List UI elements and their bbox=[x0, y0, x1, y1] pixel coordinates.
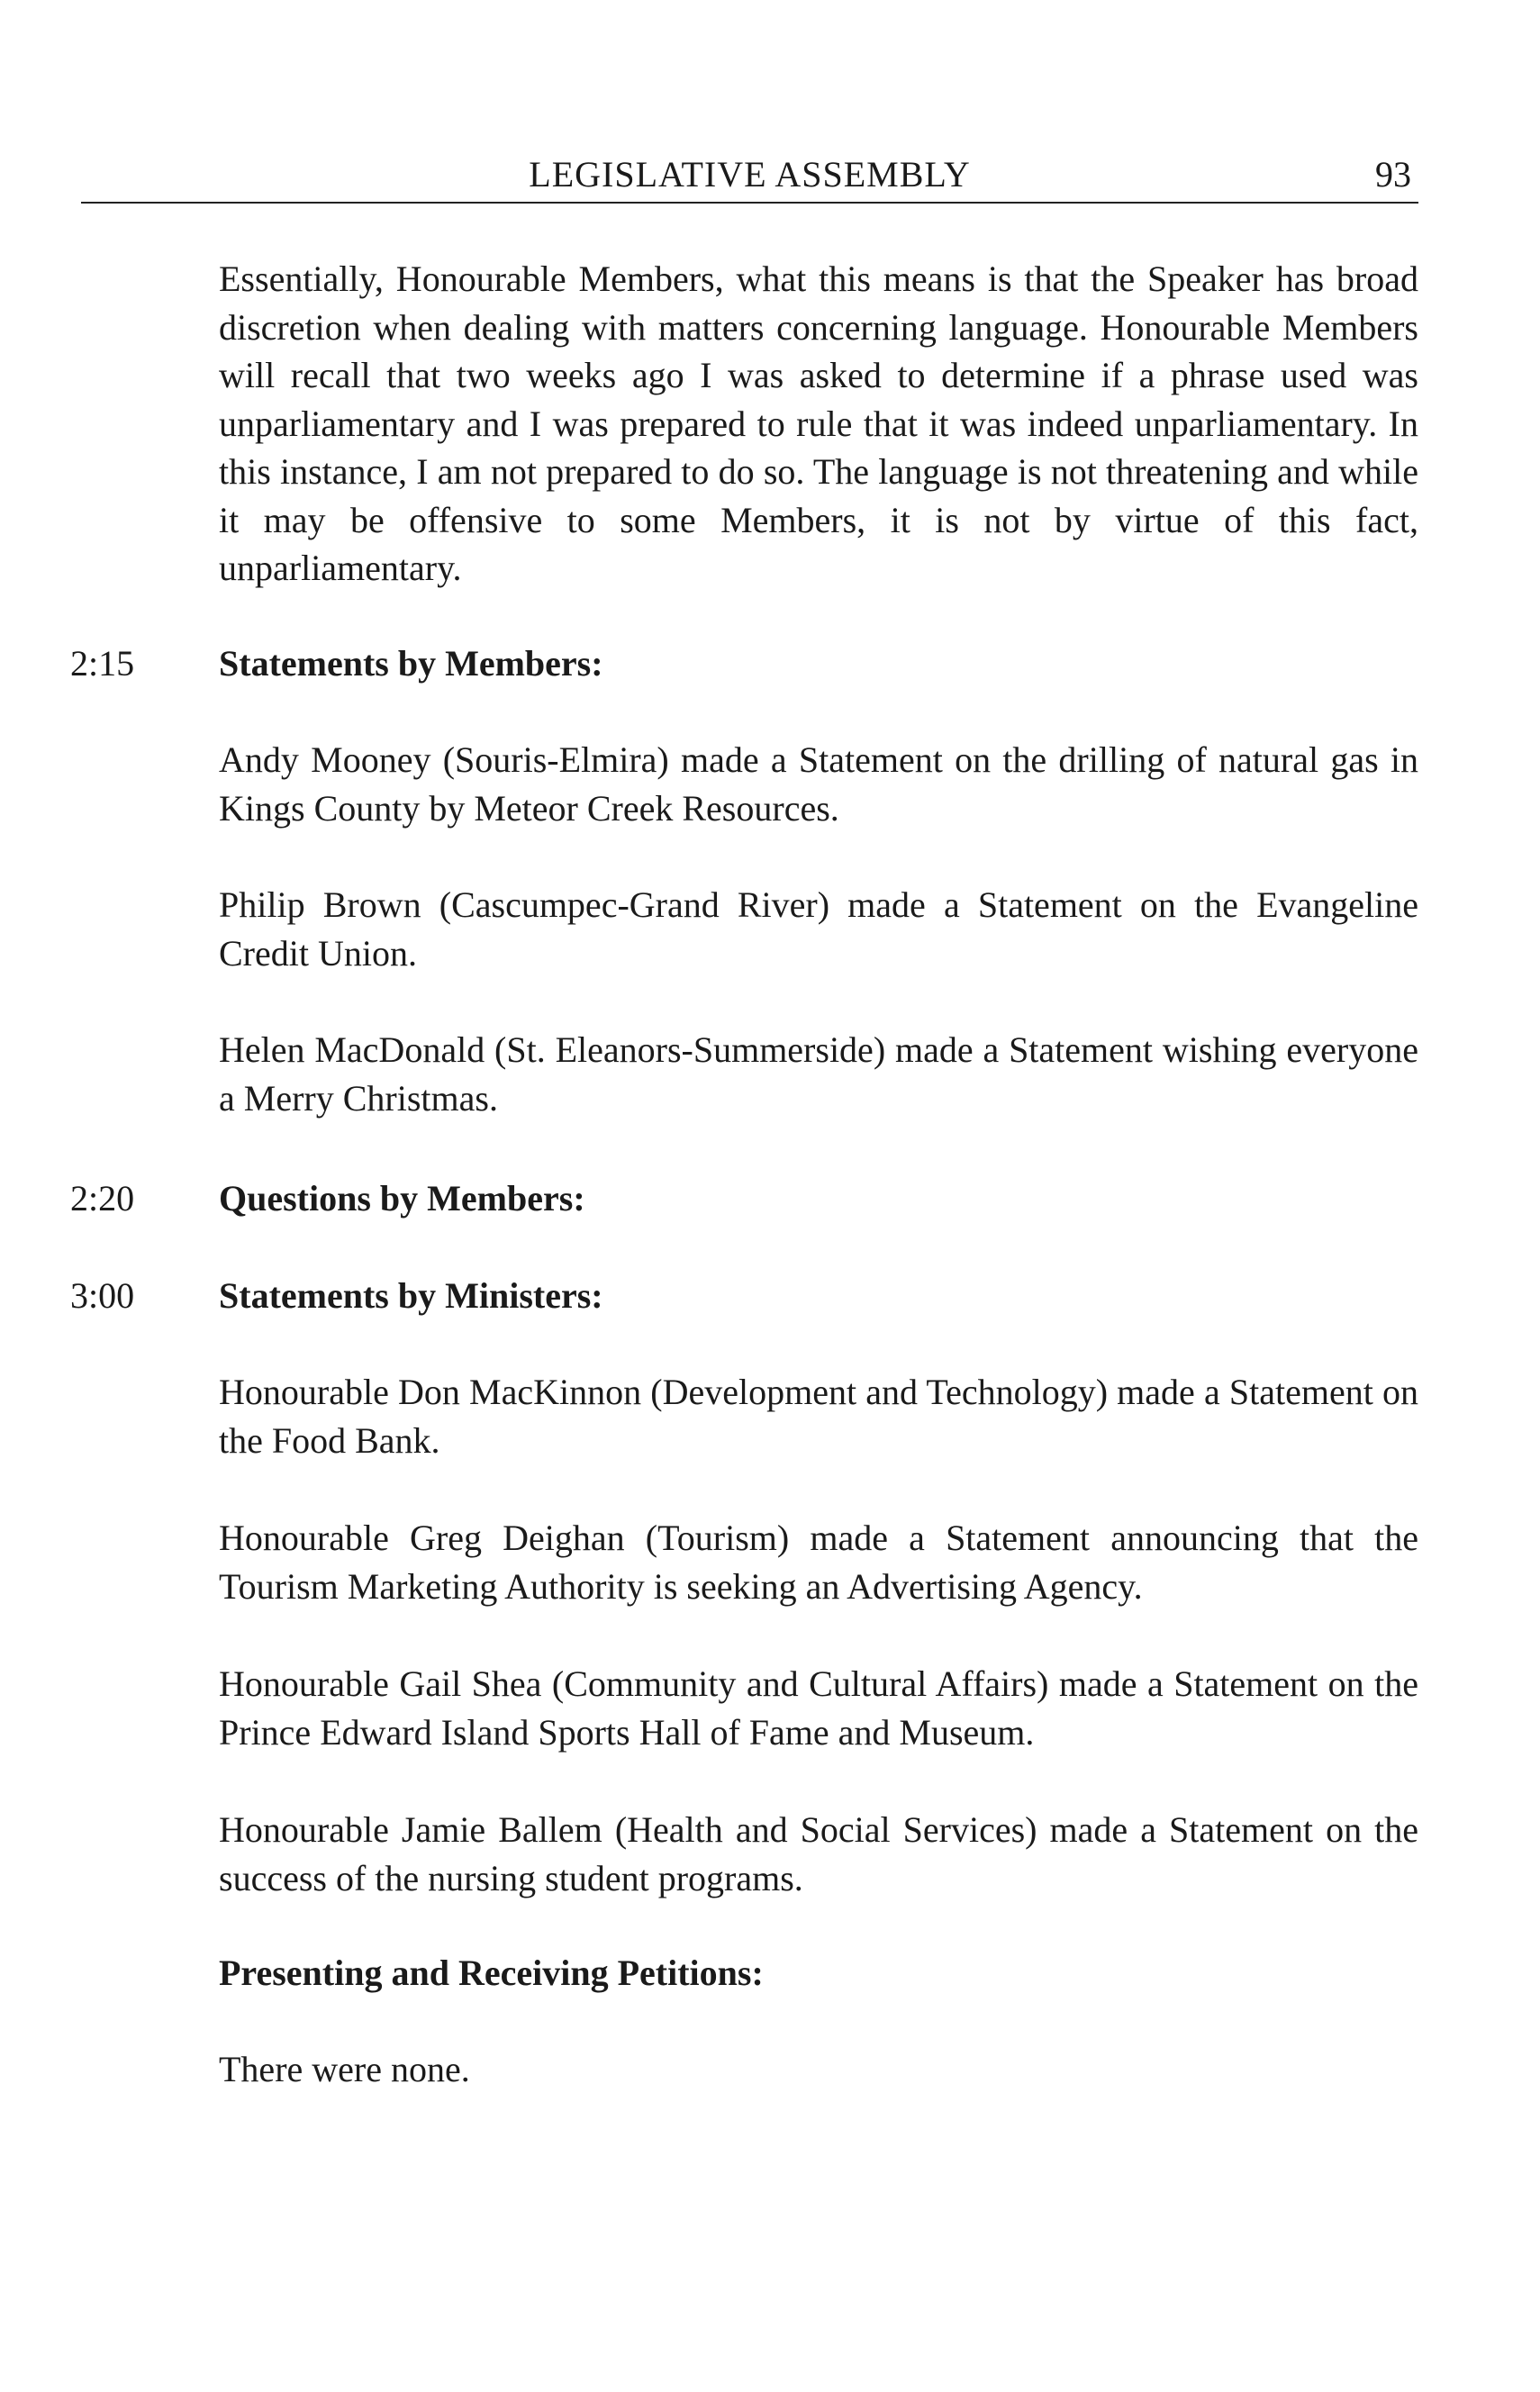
minister-statement-item: Honourable Don MacKinnon (Development and Technology) made a Statement on the Food Bank. bbox=[219, 1372, 1418, 1461]
minister-statement-item: Honourable Gail Shea (Community and Cultural Affairs) made a Statement on the Prince Edward Island Sports Hall of Fame and Museum. bbox=[219, 1663, 1418, 1753]
page-number: 93 bbox=[1375, 154, 1411, 195]
time-stamp-questions-by-members: 2:20 bbox=[70, 1178, 135, 1219]
heading-statements-by-members: Statements by Members: bbox=[219, 643, 603, 684]
time-stamp-statements-by-members: 2:15 bbox=[70, 643, 135, 684]
header-title: LEGISLATIVE ASSEMBLY bbox=[529, 154, 971, 195]
time-stamp-statements-by-ministers: 3:00 bbox=[70, 1275, 135, 1316]
petitions-text: There were none. bbox=[219, 2049, 470, 2089]
member-statement-item: Helen MacDonald (St. Eleanors-Summerside) made a Statement wishing everyone a Merry Christmas. bbox=[219, 1029, 1418, 1119]
minister-statement-item: Honourable Greg Deighan (Tourism) made a Statement announcing that the Tourism Marketing Authority is seeking an Advertising Agency. bbox=[219, 1518, 1418, 1607]
opening-paragraph: Essentially, Honourable Members, what this means is that the Speaker has broad discretion when dealing with matters concerning language. Honourable Members will recall that two weeks ago I was asked to determine if a phrase used was unparliamentary and I was prepared to rule that it was indeed unparliamentary. In this instance, I am not prepared to do so. The language is not threatening and while it may be offensive to some Members, it is not by virtue of this fact, unparliamentary. bbox=[219, 258, 1418, 588]
heading-petitions: Presenting and Receiving Petitions: bbox=[219, 1953, 764, 1993]
heading-questions-by-members: Questions by Members: bbox=[219, 1178, 585, 1219]
member-statement-item: Andy Mooney (Souris-Elmira) made a Statement on the drilling of natural gas in Kings County by Meteor Creek Resources. bbox=[219, 739, 1418, 829]
member-statement-item: Philip Brown (Cascumpec-Grand River) made a Statement on the Evangeline Credit Union. bbox=[219, 884, 1418, 974]
heading-statements-by-ministers: Statements by Ministers: bbox=[219, 1275, 603, 1316]
page-header bbox=[81, 151, 1418, 204]
minister-statement-item: Honourable Jamie Ballem (Health and Social Services) made a Statement on the success of the nursing student programs. bbox=[219, 1809, 1418, 1898]
